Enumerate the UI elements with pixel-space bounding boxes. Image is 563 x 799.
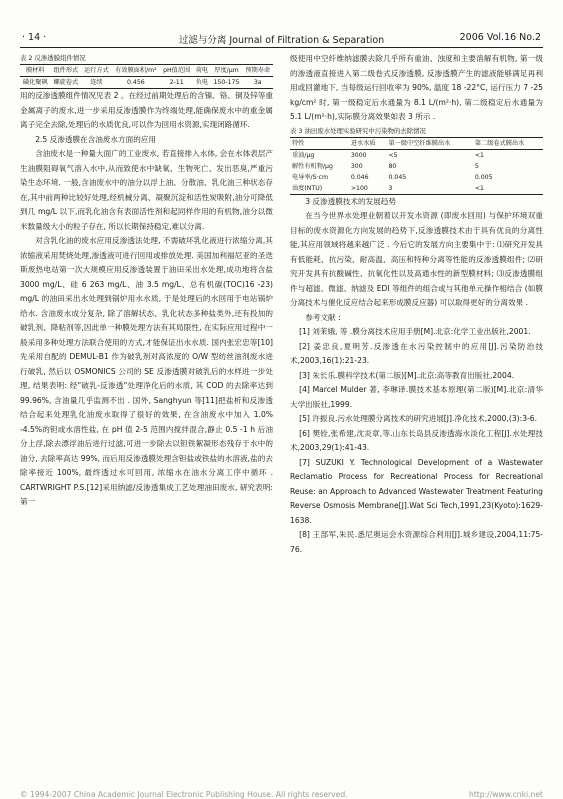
table-cell: 0.046 [350,173,369,181]
header-rule [20,47,543,48]
paragraph: 在当今世界水处理业朝着以开发水资源 (即废水回用) 与保护环境双重目标的废水资源化方向发展的趋势下,反渗透膜技术由于具有优良的分离性能,其应用领域将越来越广泛 . 今后它的发展方向主要集中于: ⑴研究开发具有低能耗、抗污染、耐高温、高压和特种分离等性能的反渗透膜组件; ⑵研究开发具有抗酸碱性、抗氧化性以及高通水性的新型膜材料; ⑶反渗透膜组件与超滤、微滤、纳滤及 EDI 等组件的组合或与其他单元操作相结合 (如膜分离技术与催化反应结合起来形成膜反应器) 可以取得更好的分离效果 . [290,211,543,307]
table-cell: 螺旋卷式 [51,77,82,89]
table-cell: 连续 [81,77,112,89]
reference-item: [2] 姜忠良,夏明芳.反渗透在水污染控制中的应用[J].污染防治技术,2003,16(1):21-23. [290,341,543,365]
references-title: 参考文献 : [305,312,341,322]
table-cell: 0.005 [474,173,493,181]
table-cell: 0.045 [388,173,407,181]
table-row [290,172,543,183]
table-row [290,149,543,161]
table2-header-row [20,65,273,77]
table3-header-row [290,137,543,149]
table3 [290,137,543,195]
reference-item: [6] 樊铨,张希建,沈炎章,等.山东长岛县反渗透海水淡化工程[J].水处理技术,2003,29(1):41-43. [290,428,543,452]
section-heading-3: 3 反渗透膜技术的发展趋势 [305,196,396,206]
reference-item: [7] SUZUKI Y. Technological Development of a Wastewater Reclamatio Process for Recreational Process for Recreational Reuse: an Approach to Advanced Wastewater Treatment Featuring Reverse Osmosis Membrane[J].Wat Sci Tech,1991,23(Kyoto):1629-1638. [290,457,543,525]
paragraph: 级使用中空纤维纳滤膜去除几乎所有重油、浊度和主要溶解有机物, 第一级的渗透液直接进入第二级卷式反渗透膜, 反渗透膜产生的滤液能够满足再利用或回灌地下, 当每级运行回收率为 90%, 温度 18 -22°C, 运行压力 7 -25 kg/cm² 时, 第一级稳定后水通量为 8.1 L/(m²·h), 第二级稳定后水通量为 5.1 L/(m²·h),实际膜分离效果如表 3 所示 . [290,54,543,121]
footer-url[interactable]: http://www.cnki.net [469,790,543,799]
left-column [20,52,273,510]
table-row [290,161,543,172]
table-row [20,77,273,89]
table2 [20,64,273,89]
table-cell: 磺化聚砜 [20,77,51,89]
copyright-notice: © 1994-2007 China Academic Journal Electronic Publishing House. All rights reserved. [20,790,348,799]
table-cell: 300 [350,162,363,170]
table-cell: 3a [242,77,273,89]
table-cell: 电导率/S·cm [292,173,328,181]
table-cell: 3000 [350,151,367,159]
journal-title: 过滤与分离 Journal of Filtration & Separation [178,35,385,46]
reference-item: [3] 朱长乐.膜科学技术(第二版)[M].北京:高等教育出版社,2004. [299,370,515,380]
table-row [290,183,543,195]
table3-caption: 表 3 油田废水处理实验研究中污染物的去除情况 [290,126,426,135]
table-cell: 解性有机物/μg [292,162,333,170]
table3-header-cell: 第二级卷式膜出水 [473,137,543,149]
table-cell: 80 [388,162,397,170]
table-cell: <1 [473,183,543,195]
table2-header-cell: 预期寿命 [242,65,273,77]
table3-header-cell: 特性 [290,137,349,149]
section-heading-2-5: 2.5 反渗透膜在含油废水方面的应用 [35,134,156,144]
table-cell: 重油/μg [292,151,315,159]
page-number: · 14 · [22,32,47,43]
table-cell: >100 [349,183,387,195]
reference-item: [4] Marcel Mulder 著, 李琳译.膜技术基本原理(第二版)[M].北京:清华大学出版社,1999. [290,385,543,409]
paragraph: 含油废水是一种量大面广的工业废水, 若直接排入水体, 会在水体表层产生油膜阻碍氧气溶入水中,从而致使水中缺氧、生物死亡、发出恶臭,严重污染生态环境. 一般,含油废水中的油分以浮上油、分散油、乳化油三种状态存在,其中前两种比较好处理,经机械分离、凝聚沉淀和活性炭吸附,油分可降低到几 mg/L 以下,而乳化油含有表面活性剂和起同样作用的有机物,油分以微米数量级大小的粒子存在, 所以长期保持稳定,难以分离. [20,149,273,231]
paragraph: 用的反渗透膜组件情况见表 2 。在经过前期处理后的含镍、铬、铜及锌等重金属离子的废水,进一步采用反渗透膜作为终端处理,能确保废水中的重金属离子完全去除,处理后的水质优良,可以作为回用水资源,实现闭路循环. [20,91,273,129]
table2-header-cell: 荷电 [193,65,210,77]
reference-item: [5] 许振良.污水处理膜分离技术的研究进展[J].净化技术,2000,(3):3-6. [299,414,538,423]
table2-header-cell: 厚度/μm [211,65,243,77]
journal-volume: 2006 Vol.16 No.2 [459,32,541,43]
table-cell: 浊度(NTU) [290,183,349,195]
table-cell: <1 [474,151,484,159]
table-cell: <5 [388,151,398,159]
table2-header-cell: pH值范围 [160,65,193,77]
table-cell: 3 [387,183,473,195]
reference-item: [8] 王部军,朱民.悉尼奥运会水资源综合利用[J].城乡建设,2004,11:75-76. [290,530,543,554]
table2-header-cell: 组件形式 [51,65,82,77]
table-cell: 负电 [193,77,210,89]
table3-header-cell: 第一级中空纤维膜出水 [387,137,473,149]
table-cell: 2-11 [160,77,193,89]
page-header [20,30,543,46]
reference-item: [1] 刘茉娥, 等 .膜分离技术应用手册[M].北京:化学工业出版社,2001. [299,327,531,336]
table2-header-cell: 运行方式 [81,65,112,77]
table2-caption: 表 2 反渗透膜组件情况 [20,54,86,62]
right-column [290,52,543,557]
table-cell: 150-175 [211,77,243,89]
paragraph: 对含乳化油的废水应用反渗透法处理, 不需破坏乳化液进行浓缩分离,其浓缩液采用焚烧处理,渗透液可进行回用或排放处理. 美国加利福尼亚的圣迭斯废热电站第一次大规模应用反渗透装置于油田采出水处理,成功地将含盐3000 mg/L、硅 6 263 mg/L、油 3.5 mg/L、总有机碳(TOC)16 -23) mg/L 的油田采出水处理到锅炉用水水质, 于是处理后的水回用于电站锅炉给水. 含油废水成分复杂, 除了溶解状态、乳化状态多种盐类外,还有投加的破乳剂、降粘剂等,因此单一种膜处理方法有其局限性, 在实际应用过程中一般采用多种处理方法联合使用的方式,才能保证出水水质. 国内张宏忠等[10]先采用自配的 DEMUL-B1 作为破乳剂对高浓度的 O/W 型纺丝油剂废水进行破乳, 然后以 OSMONICS 公司的 SE 反渗透膜对破乳后的水样进一步处理, 结果表明: 经"破乳-反渗透"处理净化后的水质, 其 COD 的去除率达到 99.96%, 含油量几乎监测不出 . 国外, Sanghyun 等[11]把盐析和反渗透结合起来处理乳化油废水取得了很好的效果, 在含油废水中加入 1.0% -4.5%的钽或水溶性盐, 在 pH 值 2-5 范围内搅拌混合,静止 0.5 -1 h 后油分上浮,除去漂浮油后进行过滤,可进一步除去以钽铁絮凝形态残存于水中的油分, 去除率高达 99%, 而后用反渗透膜处理含钽盐或铁盐的水溶液,盐的去除率接近 100%, 最终透过水可回用, 浓缩水在油水分离工序中循环 . CARTWRIGHT P.S.[12]采用纳滤/反渗透集成工艺处理油田废水, 研究表明: 第一 [20,236,273,506]
table2-header-cell: 膜材料 [20,65,51,77]
references [290,311,543,558]
table-cell: 5 [474,162,479,170]
table3-header-cell: 进水水质 [349,137,387,149]
table-cell: 0.456 [112,77,160,89]
table2-header-cell: 有效膜面积/m² [112,65,160,77]
